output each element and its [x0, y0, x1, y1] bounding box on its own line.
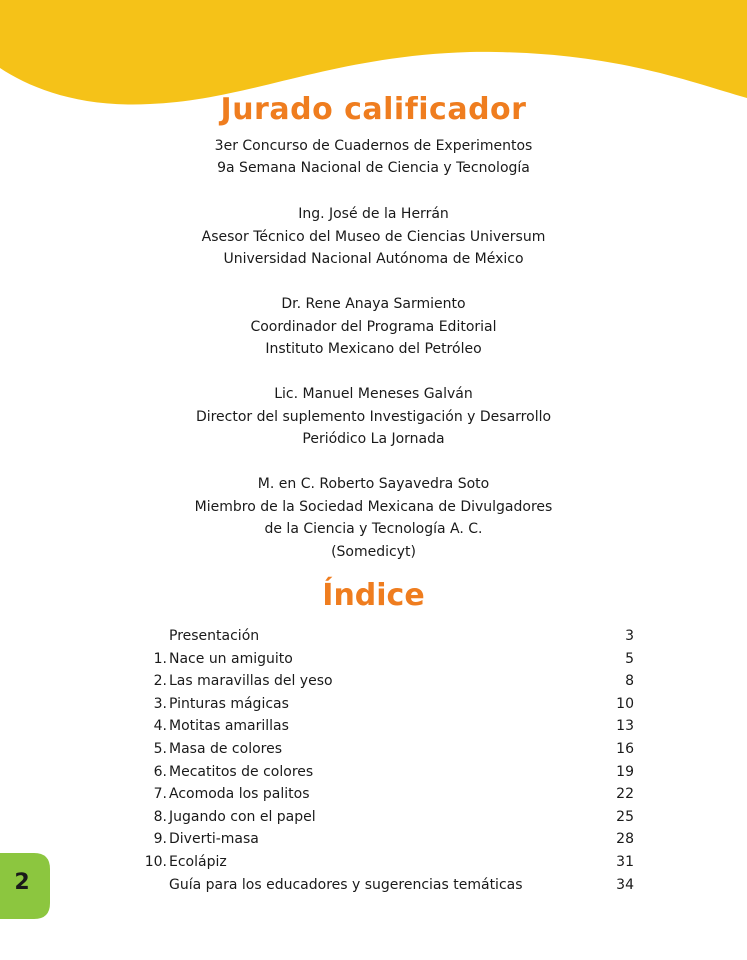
toc-entry-number: 8.: [153, 808, 167, 825]
member-institution: Universidad Nacional Autónoma de México: [223, 251, 524, 267]
member-role: Director del suplemento Investigación y Desarrollo: [195, 408, 552, 425]
toc-entry[interactable]: [0, 738, 747, 760]
toc-entry-page: 3: [625, 628, 634, 644]
toc-entry[interactable]: [0, 806, 747, 828]
member-institution-acronym: (Somedicyt): [331, 543, 416, 560]
toc-entry-title: Acomoda los palitos: [169, 786, 310, 803]
member-role: Coordinador del Programa Editorial: [250, 318, 497, 335]
toc-entry-page: 22: [616, 786, 634, 803]
member-institution: Periódico La Jornada: [302, 431, 445, 447]
toc-entry-page: 31: [616, 854, 634, 870]
toc-entry[interactable]: [0, 715, 747, 737]
member-institution: Instituto Mexicano del Petróleo: [265, 341, 482, 357]
toc-entry-number: 4.: [153, 718, 167, 735]
jury-member: [0, 203, 747, 271]
toc-entry-page: 25: [616, 808, 634, 825]
toc-entry-page: 19: [616, 763, 634, 780]
toc-entry[interactable]: [0, 783, 747, 805]
toc-entry-title: Pinturas mágicas: [169, 695, 289, 712]
toc-entry-number: 6.: [153, 763, 167, 780]
toc-entry-page: 10: [616, 695, 634, 712]
toc-entry-page: 28: [616, 831, 634, 848]
jury-member: [0, 473, 747, 563]
member-role: Asesor Técnico del Museo de Ciencias Universum: [201, 228, 546, 245]
toc-entry[interactable]: [0, 874, 747, 896]
toc-entry-number: 1.: [153, 650, 167, 667]
toc-entry[interactable]: [0, 851, 747, 873]
toc-entry[interactable]: [0, 648, 747, 670]
subtitle-line: 3er Concurso de Cuadernos de Experimentos: [214, 138, 533, 154]
member-name: Lic. Manuel Meneses Galván: [274, 386, 473, 402]
toc-entry-page: 16: [616, 741, 634, 757]
jury-title: Jurado calificador: [220, 92, 527, 127]
toc-entry-title: Diverti-masa: [169, 831, 259, 848]
toc-entry-title: Mecatitos de colores: [169, 763, 314, 780]
page-number: 2: [14, 870, 30, 895]
toc-entry-number: 5.: [153, 741, 167, 757]
toc-entry-page: 34: [616, 876, 634, 893]
toc-entry-number: 7.: [153, 786, 167, 803]
toc-entry[interactable]: [0, 670, 747, 692]
toc-entry[interactable]: [0, 693, 747, 715]
subtitle-line: 9a Semana Nacional de Ciencia y Tecnología: [217, 160, 530, 176]
toc-entry-title: Masa de colores: [169, 741, 283, 757]
toc-entry-title: Jugando con el papel: [169, 808, 316, 825]
toc-entry-title: Nace un amiguito: [169, 650, 293, 667]
toc-entry-number: 10.: [144, 854, 167, 870]
toc-entry[interactable]: [0, 828, 747, 850]
toc-entry[interactable]: [0, 625, 747, 647]
jury-subtitle: [0, 135, 747, 179]
toc-entry-number: 9.: [153, 831, 167, 848]
toc-entry-title: Presentación: [169, 628, 260, 644]
member-name: Ing. José de la Herrán: [298, 206, 449, 222]
member-role: Miembro de la Sociedad Mexicana de Divulgadores: [194, 498, 553, 515]
toc-entry[interactable]: [0, 761, 747, 783]
wave-shape: [0, 0, 747, 105]
index-title: Índice: [322, 578, 425, 613]
toc-entry-page: 8: [625, 673, 634, 690]
toc-entry-title: Motitas amarillas: [169, 718, 289, 735]
toc-entry-title: Guía para los educadores y sugerencias temáticas: [169, 876, 523, 893]
member-name: M. en C. Roberto Sayavedra Soto: [257, 476, 490, 492]
toc-entry-title: Ecolápiz: [169, 854, 227, 870]
toc-entry-title: Las maravillas del yeso: [169, 673, 333, 690]
toc-entry-page: 5: [625, 650, 634, 667]
member-name: Dr. Rene Anaya Sarmiento: [281, 296, 466, 312]
member-institution: de la Ciencia y Tecnología A. C.: [264, 521, 483, 537]
toc-entry-number: 3.: [153, 695, 167, 712]
jury-member: [0, 383, 747, 451]
toc-entry-page: 13: [616, 718, 634, 735]
jury-member: [0, 293, 747, 361]
toc-entry-number: 2.: [153, 673, 167, 690]
